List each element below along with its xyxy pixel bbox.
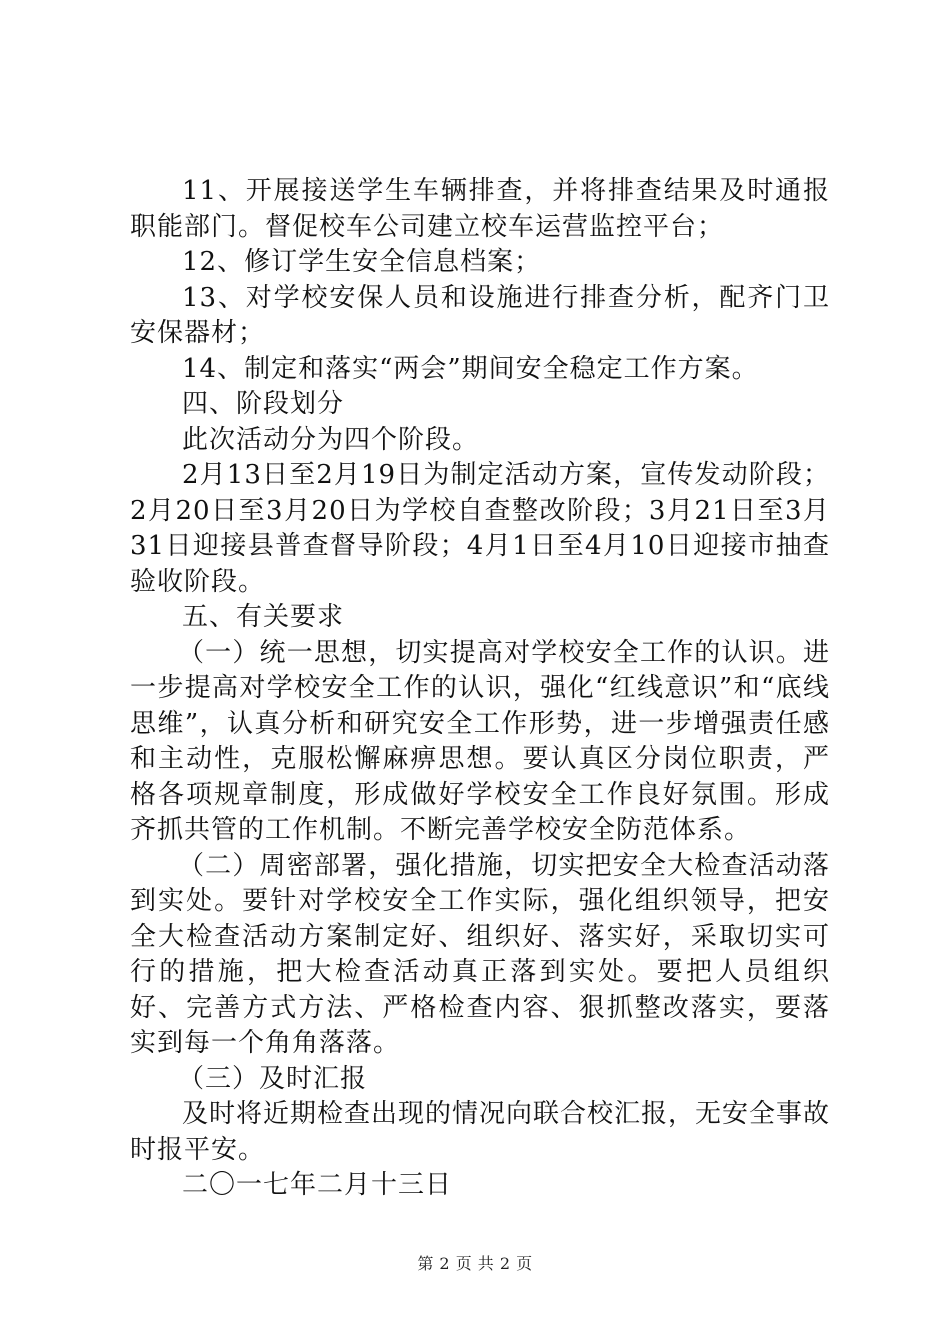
requirement-3-heading: （三）及时汇报 (178, 1063, 368, 1094)
item-11-paragraph: 11、开展接送学生车辆排查，并将排查结果及时通报职能部门。督促校车公司建立校车运营监控平台； (130, 176, 830, 242)
stage-schedule-paragraph: 2月13日至2月19日为制定活动方案，宣传发动阶段；2月20日至3月20日为学校自查整改阶段；3月21日至3月31日迎接县普查督导阶段；4月1日至4月10日迎接市抽查验收阶段。 (130, 460, 830, 597)
document-body (130, 174, 830, 1204)
requirement-1-paragraph: （一）统一思想，切实提高对学校安全工作的认识。进一步提高对学校安全工作的认识，强化“红线意识”和“底线思维”，认真分析和研究安全工作形势，进一步增强责任感和主动性，克服松懈麻痹思想。要认真区分岗位职责，严格各项规章制度，形成做好学校安全工作良好氛围。形成齐抓共管的工作机制。不断完善学校安全防范体系。 (130, 637, 830, 845)
stage-intro-paragraph: 此次活动分为四个阶段。 (182, 424, 480, 455)
requirement-2-paragraph: （二）周密部署，强化措施，切实把安全大检查活动落到实处。要针对学校安全工作实际，强化组织领导，把安全大检查活动方案制定好、组织好、落实好，采取切实可行的措施，把大检查活动真正落到实处。要把人员组织好、完善方式方法、严格检查内容、狠抓整改落实，要落实到每一个角角落落。 (130, 850, 830, 1058)
section-4-heading: 四、阶段划分 (182, 389, 345, 419)
page-number-footer: 第 2 页 共 2 页 (417, 1254, 533, 1273)
item-12-paragraph: 12、修订学生安全信息档案； (182, 247, 542, 277)
report-paragraph: 及时将近期检查出现的情况向联合校汇报，无安全事故时报平安。 (130, 1099, 831, 1165)
item-13-paragraph: 13、对学校安保人员和设施进行排查分析，配齐门卫安保器材； (130, 282, 830, 348)
section-5-heading: 五、有关要求 (182, 602, 345, 632)
item-14-paragraph: 14、制定和落实“两会”期间安全稳定工作方案。 (182, 353, 759, 384)
document-date: 二〇一七年二月十三日 (182, 1170, 453, 1200)
